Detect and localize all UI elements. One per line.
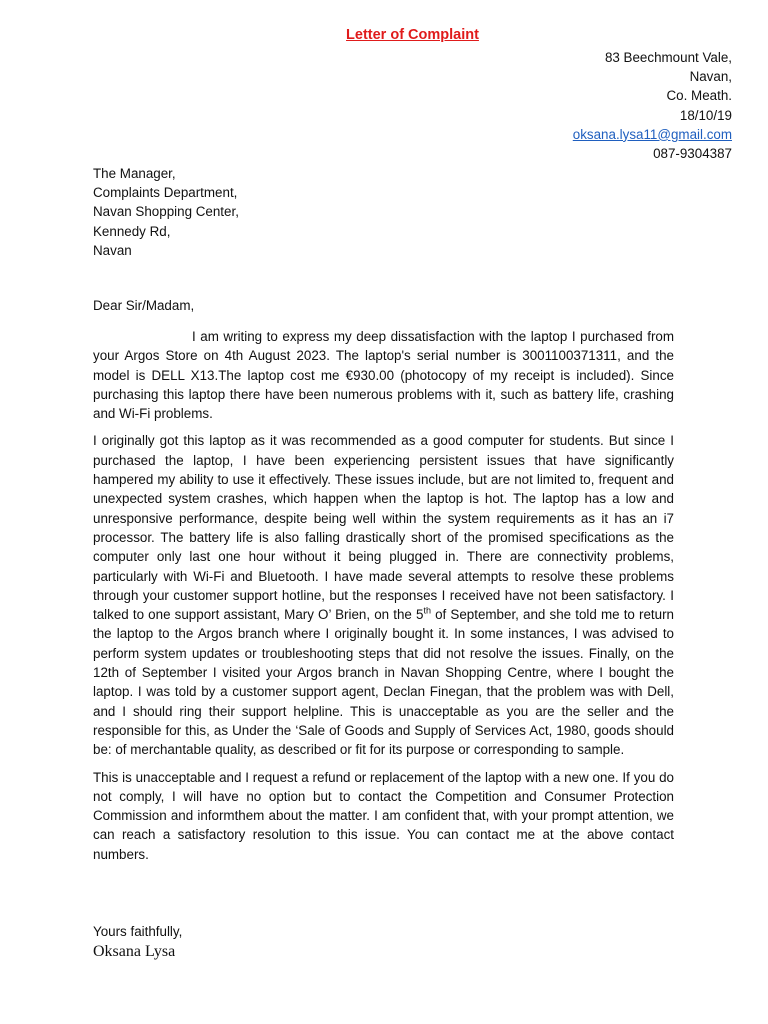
sender-email-link[interactable]: oksana.lysa11@gmail.com xyxy=(572,126,732,142)
recipient-line: Navan Shopping Center, xyxy=(93,204,239,220)
body-paragraph: I am writing to express my deep dissatisfaction with the laptop I purchased from your Argos Store on 4th August 2023. The laptop's serial number is 3001100371311, and the model is DELL X13.The laptop cost me €930.00 (photocopy of my receipt is included). Since purchasing this laptop there have been numerous problems with it, such as battery life, crashing and Wi-Fi problems. xyxy=(93,329,674,422)
ordinal-suffix: th xyxy=(423,605,431,616)
sender-address-line: 83 Beechmount Vale, xyxy=(604,50,732,65)
signature: Oksana Lysa xyxy=(93,943,176,960)
letter-title: Letter of Complaint xyxy=(346,27,479,43)
sender-address-block xyxy=(573,48,732,163)
body-paragraph-text: I originally got this laptop as it was recommended as a good computer for students. But since I purchased the laptop, I have been experiencing persistent issues that have significantly hampered my ability to use it effectively. These issues include, but are not limited to, frequent and unexpected system crashes, which happen when the laptop is hot. The laptop has a low and unresponsive performance, despite being well within the system requirements as it has an i7 processor. The battery life is also falling drastically short of the promised specifications as the computer only last one hour without it being plugged in. There are connectivity problems, particularly with Wi-Fi and Bluetooth. I have made several attempts to resolve these problems through your customer support hotline, but the responses I received have not been satisfactory. I talked to one support assistant, Mary O’ Brien, on the 5 xyxy=(93,433,674,623)
recipient-line: Navan xyxy=(93,242,132,258)
recipient-line: Kennedy Rd, xyxy=(93,223,171,239)
letter-body xyxy=(93,327,674,872)
salutation: Dear Sir/Madam, xyxy=(93,298,195,313)
body-paragraph xyxy=(93,431,674,759)
letter-date: 18/10/19 xyxy=(679,107,732,123)
recipient-address-block xyxy=(93,164,239,260)
sender-address-line: Co. Meath. xyxy=(666,88,732,104)
recipient-line: The Manager, xyxy=(93,166,176,181)
sender-phone: 087-9304387 xyxy=(653,146,732,162)
sender-address-line: Navan, xyxy=(689,69,732,85)
body-paragraph-text: of September, and she told me to return the laptop to the Argos branch where I originally bought it. In some instances, I was advised to perform system updates or troubleshooting steps that did not resolve the issues. Finally, on the 12th of September I visited your Argos branch in Navan Shopping Centre, where I bought the laptop. I was told by a customer support agent, Declan Finegan, that the problem was with Dell, and I should ring their support helpline. This is unacceptable as you are the seller and the responsible for this, as Under the ‘Sale of Goods and Supply of Services Act, 1980, goods should be: of merchantable quality, as described or fit for its purpose or corresponding to sample. xyxy=(93,607,675,758)
recipient-line: Complaints Department, xyxy=(93,185,238,201)
closing: Yours faithfully, xyxy=(93,924,183,939)
body-paragraph: This is unacceptable and I request a refund or replacement of the laptop with a new one. If you do not comply, I will have no option but to contact the Competition and Consumer Protection Commission and informthem about the matter. I am confident that, with your prompt attention, we can reach a satisfactory resolution to this issue. You can contact me at the above contact numbers. xyxy=(93,769,674,862)
